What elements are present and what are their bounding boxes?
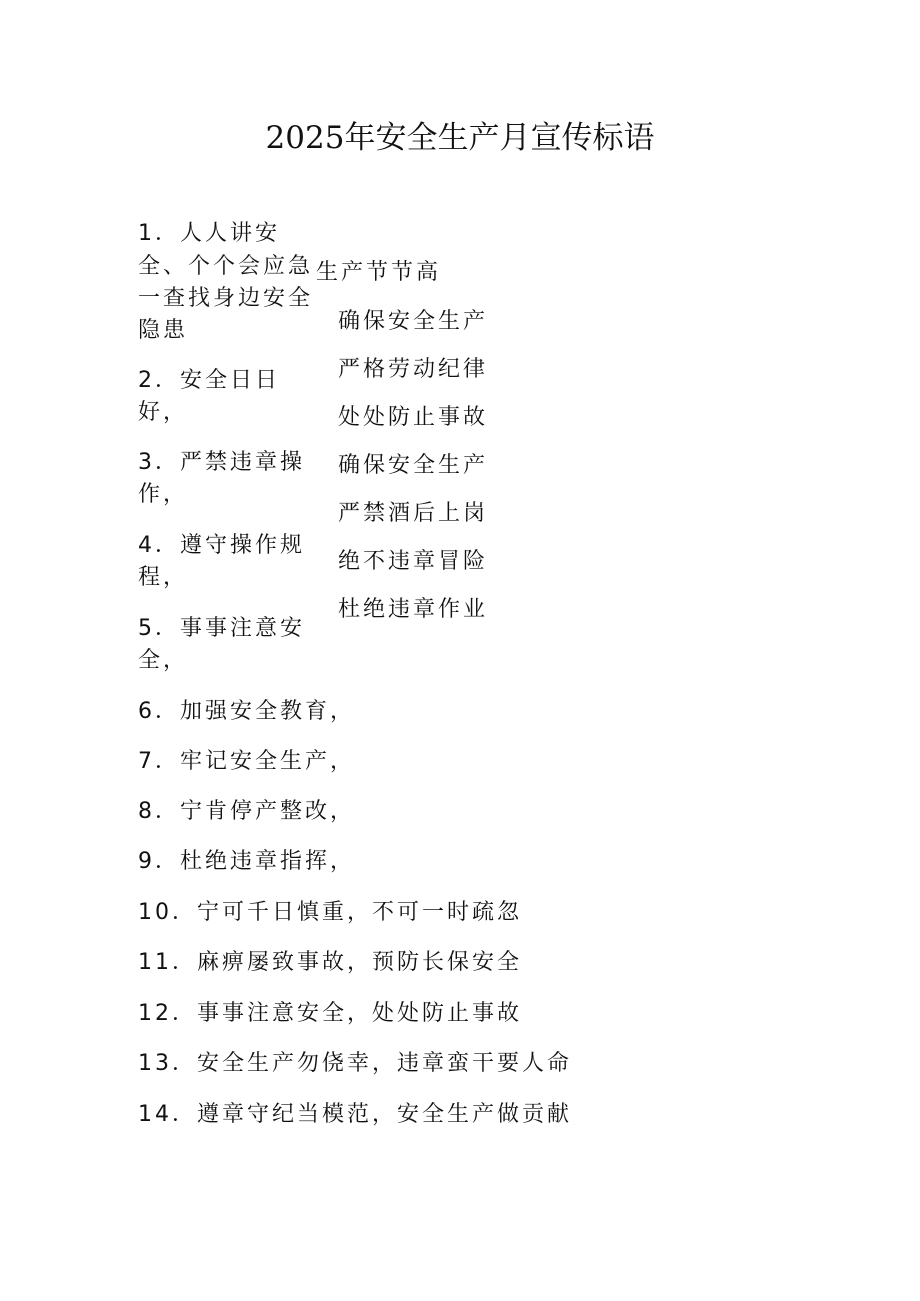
slogan-14: 14．遵章守纪当模范，安全生产做贡献 (138, 1102, 572, 1127)
slogan-4-line-1: 4．遵守操作规 (138, 533, 305, 558)
slogan-3-line-1: 3．严禁违章操 (138, 450, 305, 475)
slogan-1-line-2: 全、个个会应急 (138, 254, 314, 279)
slogan-2-line-2: 好， (138, 400, 189, 425)
slogan-11: 11．麻痹屡致事故，预防长保安全 (138, 950, 522, 975)
slogan-13: 13．安全生产勿侥幸，违章蛮干要人命 (138, 1051, 572, 1076)
slogan-6: 6．加强安全教育， (138, 699, 355, 724)
right-column-line-7: 绝不违章冒险 (338, 549, 489, 574)
document-title: 2025年安全生产月宣传标语 (265, 120, 655, 156)
right-column-line-8: 杜绝违章作业 (338, 597, 489, 622)
right-column-line-6: 严禁酒后上岗 (338, 501, 489, 526)
slogan-3-line-2: 作， (138, 482, 189, 507)
right-column-line-3: 严格劳动纪律 (338, 357, 489, 382)
slogan-8: 8．宁肯停产整改， (138, 799, 355, 824)
slogan-7: 7．牢记安全生产， (138, 749, 355, 774)
slogan-4-line-2: 程， (138, 565, 189, 590)
slogan-12: 12．事事注意安全，处处防止事故 (138, 1001, 522, 1026)
slogan-1-line-3: 一查找身边安全 (138, 286, 314, 311)
slogan-1-second-half: 生产节节高 (316, 260, 442, 285)
slogan-9: 9．杜绝违章指挥， (138, 849, 355, 874)
slogan-1-line-4: 隐患 (138, 318, 189, 343)
right-column-line-2: 确保安全生产 (338, 309, 489, 334)
slogan-10: 10．宁可千日慎重，不可一时疏忽 (138, 900, 522, 925)
slogan-2-line-1: 2．安全日日 (138, 368, 280, 393)
slogan-5-line-2: 全， (138, 648, 189, 673)
right-column-line-4: 处处防止事故 (338, 405, 489, 430)
slogan-5-line-1: 5．事事注意安 (138, 616, 305, 641)
right-column-line-5: 确保安全生产 (338, 453, 489, 478)
slogan-1-line-1: 1．人人讲安 (138, 221, 280, 246)
